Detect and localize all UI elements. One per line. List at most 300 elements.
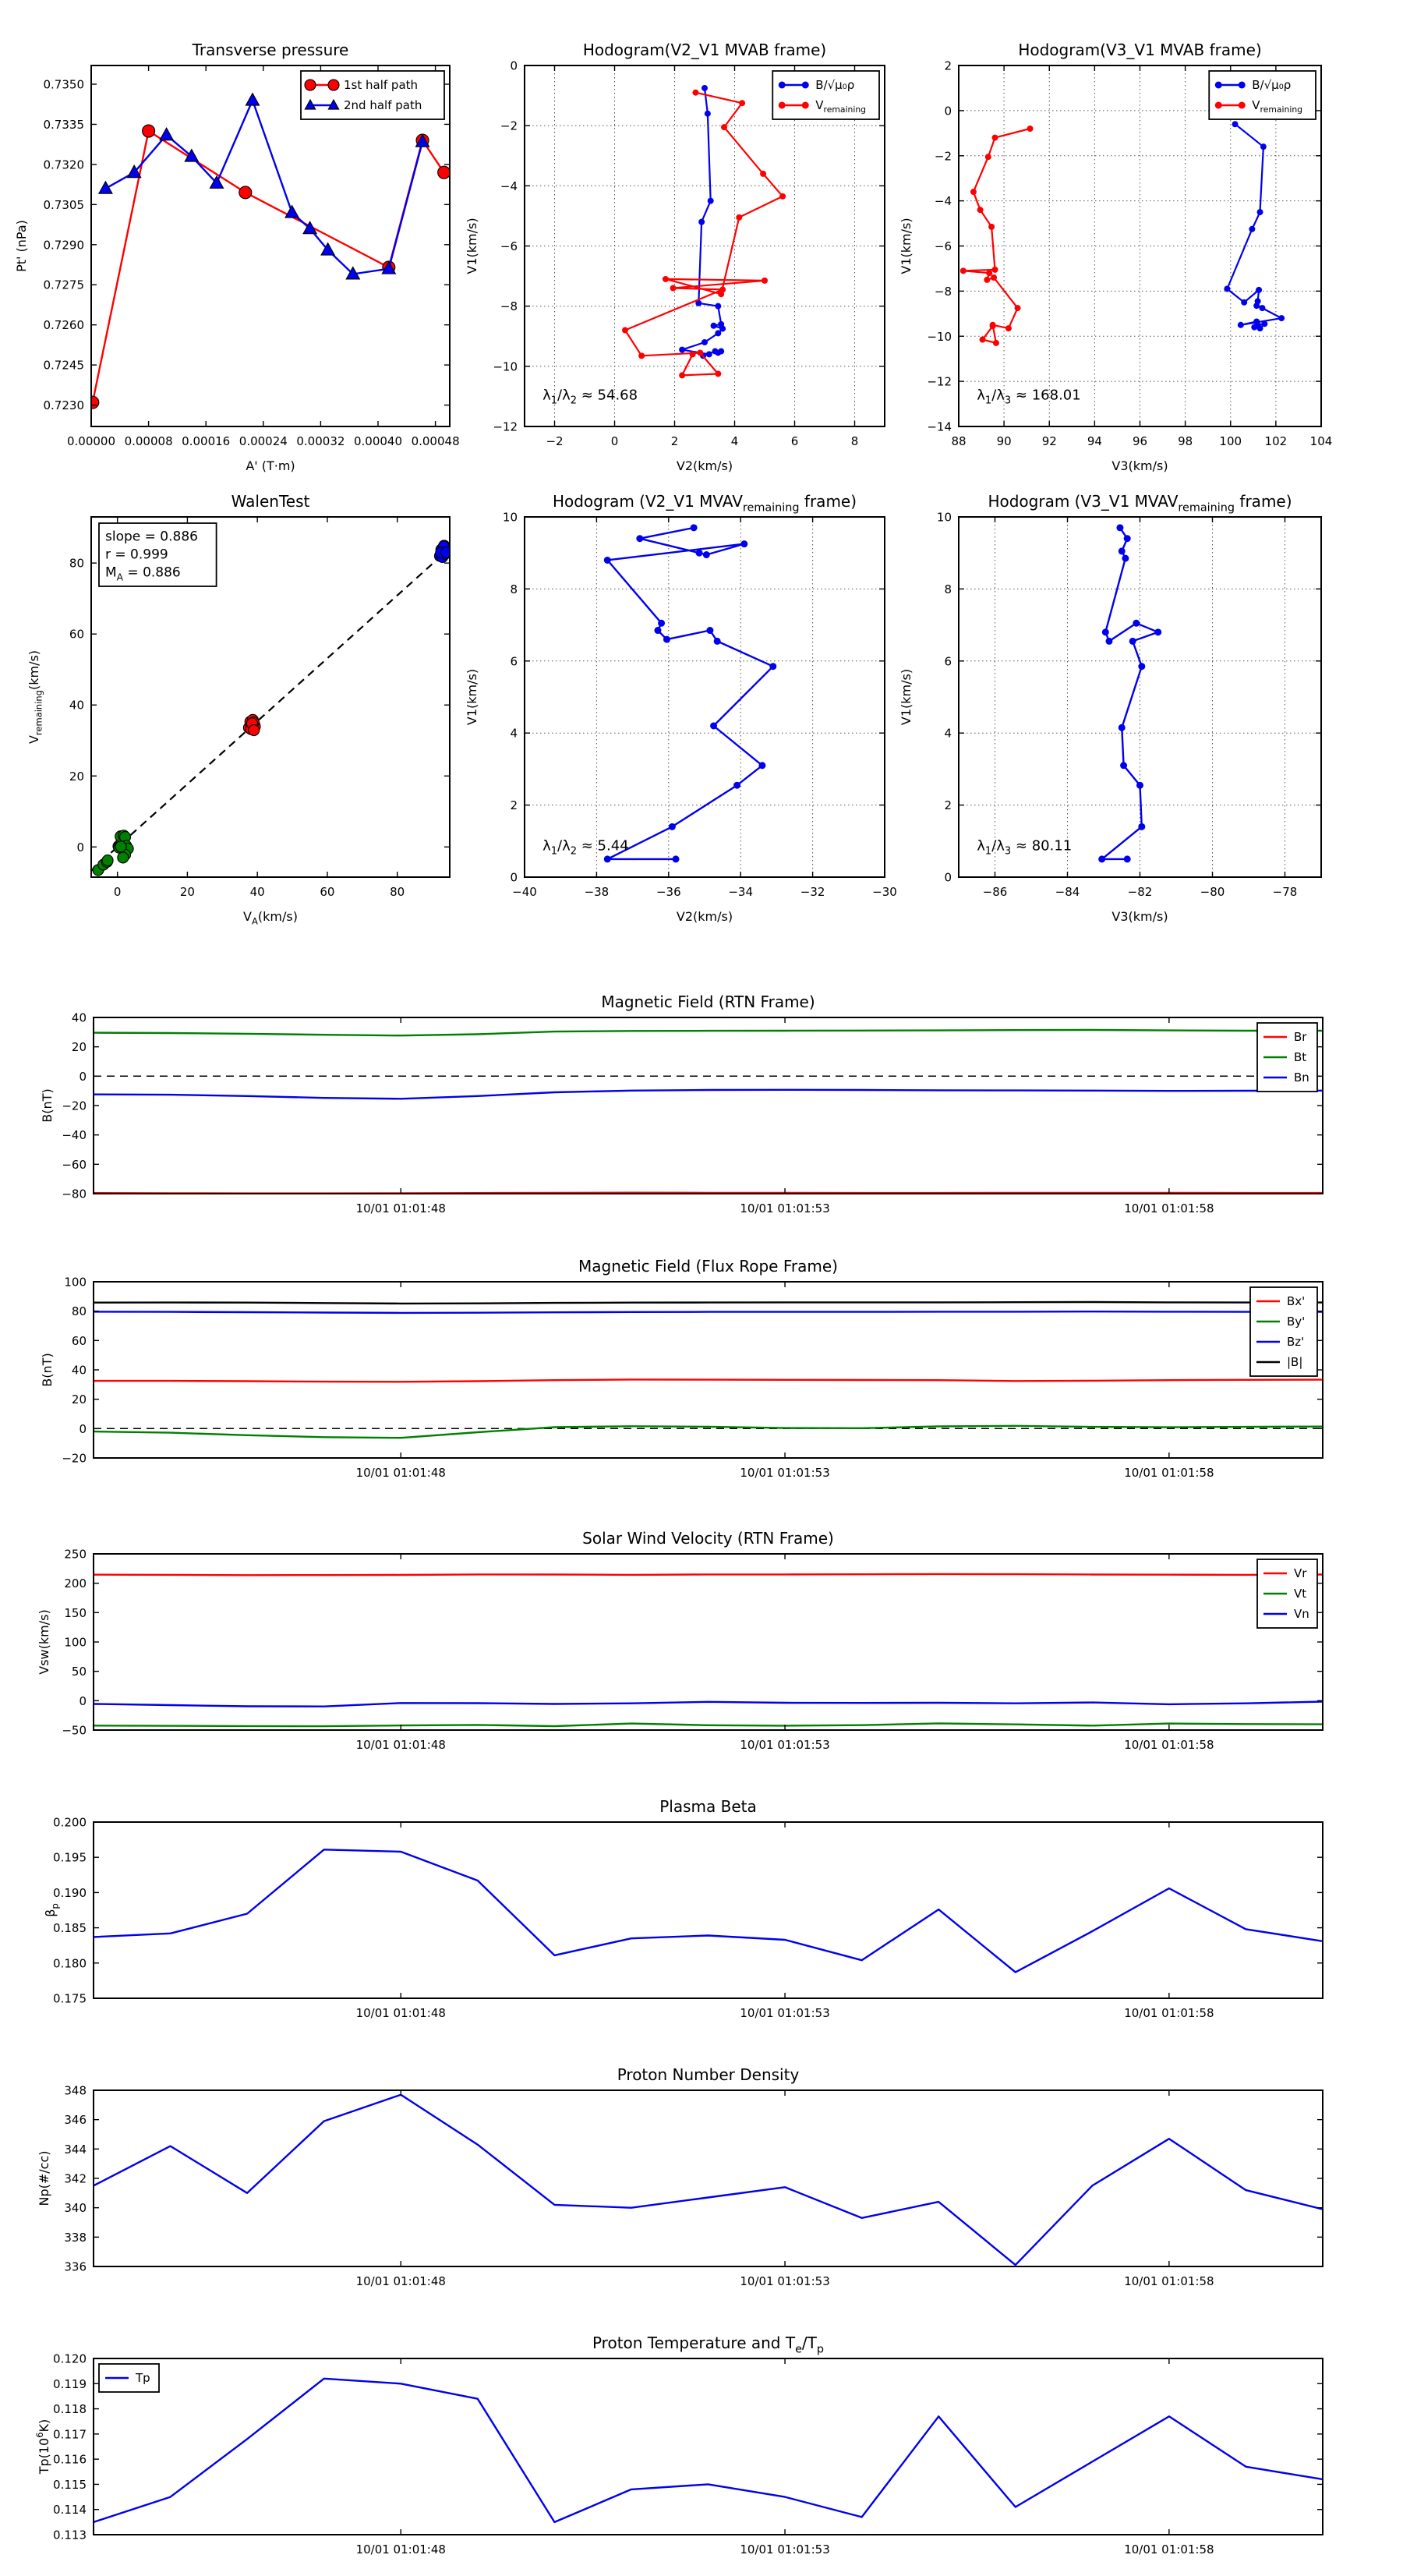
legend-label: Bn	[1294, 1070, 1309, 1085]
chart-title: Proton Temperature and $T_e/T_p$	[592, 2334, 825, 2356]
marker-dot	[663, 276, 669, 282]
marker-dot	[1005, 325, 1012, 331]
x-tick-label: 10/01 01:01:48	[355, 1466, 446, 1480]
x-tick-label: 10/01 01:01:48	[355, 2006, 446, 2020]
marker-dot	[802, 82, 809, 89]
y-tick-label: 0.175	[53, 1991, 87, 2006]
chart-r3	[40, 993, 1323, 1215]
y-tick-label: −8	[500, 299, 518, 314]
marker-dot	[692, 90, 698, 96]
y-tick-label: 340	[64, 2201, 87, 2216]
marker-dot	[1257, 209, 1263, 215]
marker-dot	[702, 339, 708, 345]
y-tick-label: 0.7260	[43, 318, 84, 333]
marker-dot	[1253, 303, 1260, 309]
marker-dot	[1105, 638, 1112, 645]
marker-triangle	[285, 206, 299, 218]
marker-dot	[673, 855, 680, 862]
axes-frame	[94, 1282, 1323, 1458]
marker-dot	[991, 274, 997, 281]
y-tick-label: −20	[62, 1451, 87, 1466]
series-Bx'	[94, 1379, 1323, 1382]
y-tick-label: −12	[493, 419, 518, 434]
legend-label: B/√μ₀ρ	[815, 78, 855, 92]
marker-dot	[622, 327, 628, 334]
marker-dot	[697, 349, 703, 356]
marker-dot	[1122, 555, 1129, 562]
x-tick-label: 80	[390, 885, 405, 899]
chart-title: Solar Wind Velocity (RTN Frame)	[582, 1529, 834, 1548]
chart-title: Magnetic Field (Flux Rope Frame)	[578, 1257, 838, 1276]
chart-title: Hodogram (V3_V1 $MVAV_{remaining}$ frame)	[988, 492, 1292, 515]
plot-area	[1098, 524, 1161, 862]
marker-dot	[1261, 320, 1267, 327]
x-tick-label: −80	[1200, 885, 1225, 899]
y-tick-label: 0	[510, 870, 518, 885]
y-tick-label: 6	[944, 654, 952, 669]
marker-dot	[758, 762, 765, 769]
marker-dot	[762, 278, 768, 284]
chart-title: Magnetic Field (RTN Frame)	[601, 993, 815, 1011]
x-tick-label: 10/01 01:01:58	[1124, 2006, 1214, 2020]
marker-dot	[690, 351, 696, 357]
y-tick-label: −6	[934, 239, 952, 253]
series-Bn	[94, 1090, 1323, 1099]
y-tick-label: 346	[64, 2113, 87, 2128]
series-Np	[94, 2095, 1323, 2265]
marker-dot	[711, 323, 717, 329]
legend	[99, 2364, 159, 2392]
x-tick-label: 104	[1309, 434, 1333, 448]
plot-area	[94, 1849, 1323, 1972]
y-tick-label: 40	[71, 1010, 87, 1025]
y-tick-label: 2	[944, 798, 952, 813]
y-tick-label: −10	[493, 359, 518, 374]
y-tick-label: 0.114	[53, 2503, 87, 2518]
legend	[301, 71, 444, 119]
x-tick-label: 10/01 01:01:48	[355, 2274, 446, 2288]
plot-area	[94, 2379, 1323, 2522]
marker-dot	[706, 351, 712, 357]
plot-area	[622, 85, 786, 378]
y-tick-label: 344	[64, 2142, 87, 2157]
stats-box	[99, 523, 217, 586]
y-axis-label: $V_{remaining}(km/s)$	[27, 649, 44, 745]
marker-dot	[1239, 82, 1246, 89]
y-tick-label: 0.7320	[43, 157, 84, 172]
marker-dot	[715, 370, 721, 377]
y-tick-label: 4	[944, 726, 952, 741]
chart-title: WalenTest	[231, 492, 310, 511]
marker-dot	[1241, 299, 1247, 306]
y-tick-label: 6	[510, 654, 518, 669]
marker-dot	[636, 535, 643, 542]
marker-dot	[733, 782, 740, 789]
chart-pE	[465, 492, 897, 924]
marker-dot	[1098, 855, 1105, 862]
marker-dot	[702, 85, 708, 91]
marker-dot	[638, 352, 645, 359]
marker-dot	[715, 349, 721, 356]
series-By'	[94, 1426, 1323, 1438]
marker-dot	[1124, 535, 1131, 542]
y-tick-label: 80	[71, 1304, 87, 1319]
series-Vt	[94, 1723, 1323, 1726]
y-tick-label: −60	[62, 1157, 87, 1172]
marker-dot	[703, 551, 710, 558]
x-tick-label: −84	[1055, 885, 1080, 899]
y-tick-label: 0	[79, 1421, 87, 1436]
marker-circle	[143, 125, 155, 137]
y-tick-label: 8	[510, 582, 518, 596]
marker-dot	[1278, 315, 1285, 321]
marker-dot	[740, 540, 747, 547]
marker-dot	[1256, 287, 1262, 293]
y-tick-label: 336	[64, 2259, 87, 2274]
axes-frame	[525, 517, 885, 877]
marker-dot	[604, 855, 611, 862]
plot-area	[87, 94, 451, 409]
y-tick-label: 150	[64, 1605, 87, 1620]
series-V	[607, 528, 773, 859]
y-tick-label: 50	[71, 1665, 87, 1679]
marker-dot	[970, 189, 977, 195]
marker-dot	[986, 270, 992, 276]
y-tick-label: 80	[69, 556, 84, 571]
y-tick-label: −12	[927, 374, 952, 389]
y-tick-label: 0.185	[53, 1921, 87, 1936]
y-tick-label: 0	[944, 104, 952, 119]
axes-frame	[94, 1822, 1323, 1998]
y-tick-label: 10	[502, 510, 518, 525]
marker-dot	[736, 214, 742, 221]
series-Vn	[94, 1702, 1323, 1707]
y-tick-label: 2	[510, 798, 518, 813]
marker-circle	[438, 166, 451, 179]
marker-dot	[698, 219, 705, 225]
plot-area	[94, 1574, 1323, 1726]
y-axis-label: Vsw(km/s)	[37, 1609, 51, 1675]
chart-pD	[27, 492, 452, 927]
chart-r5	[37, 1529, 1323, 1752]
legend-label: Vn	[1294, 1607, 1309, 1621]
y-tick-label: 40	[69, 698, 84, 713]
y-tick-label: 338	[64, 2230, 87, 2245]
y-tick-label: 0	[510, 58, 518, 73]
x-tick-label: 92	[1041, 434, 1057, 448]
marker-dot	[706, 627, 713, 634]
marker-dot	[1015, 305, 1021, 311]
y-tick-label: 0.120	[53, 2351, 87, 2366]
legend-label: Bt	[1294, 1050, 1307, 1064]
marker-dot	[984, 277, 990, 283]
series-|B|	[94, 1302, 1323, 1304]
x-tick-label: 0.00024	[239, 434, 288, 448]
marker-dot	[1102, 628, 1109, 635]
y-tick-label: 20	[71, 1040, 87, 1055]
plot-area	[604, 524, 777, 862]
marker-dot	[960, 267, 967, 274]
series-Tp	[94, 2379, 1323, 2522]
marker-dot	[714, 638, 721, 645]
x-tick-label: 10/01 01:01:48	[355, 2542, 446, 2557]
marker-dot	[802, 102, 809, 109]
marker-circle	[87, 396, 99, 409]
marker-triangle	[160, 128, 173, 140]
x-axis-label: V3(km/s)	[1111, 458, 1168, 473]
annotation: $\lambda_1/\lambda_2 \approx 54.68$	[542, 387, 638, 407]
chart-title: Hodogram(V3_V1 MVAB frame)	[1018, 41, 1262, 59]
y-tick-label: −8	[934, 284, 952, 299]
y-tick-label: 0.7230	[43, 398, 84, 413]
x-tick-label: 0	[610, 434, 619, 448]
plot-area	[94, 1302, 1323, 1438]
y-tick-label: −4	[500, 179, 518, 193]
x-axis-label: A' (T·m)	[246, 458, 295, 473]
y-tick-label: 60	[71, 1333, 87, 1348]
marker-dot	[1129, 638, 1136, 645]
series-V	[1102, 528, 1158, 859]
marker-dot	[1136, 782, 1143, 789]
x-tick-label: 0.00016	[182, 434, 231, 448]
y-tick-label: 0.195	[53, 1850, 87, 1865]
series-Vremaining	[625, 93, 783, 376]
y-tick-label: 20	[71, 1392, 87, 1407]
annotation: $\lambda_1/\lambda_3 \approx 168.01$	[977, 387, 1081, 407]
marker-dot	[1215, 82, 1222, 89]
x-tick-label: 40	[249, 885, 265, 899]
chart-r6	[43, 1797, 1323, 2020]
y-tick-label: 4	[510, 726, 518, 741]
x-tick-label: 10/01 01:01:48	[355, 1738, 446, 1752]
marker-dot	[669, 823, 676, 830]
marker-dot	[708, 198, 714, 204]
y-tick-label: −50	[62, 1723, 87, 1738]
marker-dot	[654, 627, 661, 634]
y-tick-label: −10	[927, 329, 952, 344]
y-tick-label: 0	[944, 870, 952, 885]
x-tick-label: 10/01 01:01:48	[355, 1201, 446, 1215]
stats-line: $M_A = 0.886$	[105, 564, 181, 583]
marker-dot	[988, 224, 995, 230]
x-tick-label: −82	[1127, 885, 1153, 899]
marker-dot	[715, 303, 721, 310]
y-tick-label: 0.180	[53, 1956, 87, 1971]
y-tick-label: 0.200	[53, 1815, 87, 1830]
marker-circle	[118, 852, 129, 863]
annotation: $\lambda_1/\lambda_2 \approx 5.44$	[542, 837, 629, 858]
x-tick-label: −38	[584, 885, 610, 899]
x-tick-label: 90	[996, 434, 1012, 448]
y-tick-label: 0.7290	[43, 238, 84, 253]
y-tick-label: 20	[69, 769, 84, 784]
x-tick-label: 4	[730, 434, 739, 448]
chart-title: Plasma Beta	[659, 1797, 757, 1816]
y-tick-label: 0.117	[53, 2427, 87, 2442]
chart-pA	[14, 41, 460, 473]
marker-dot	[977, 207, 984, 213]
y-tick-label: 8	[944, 582, 952, 596]
marker-dot	[1138, 823, 1145, 830]
x-tick-label: 0.00032	[296, 434, 345, 448]
chart-pB	[465, 41, 885, 473]
marker-dot	[1215, 102, 1222, 109]
marker-circle	[249, 725, 260, 736]
x-tick-label: 10/01 01:01:53	[740, 1466, 830, 1480]
y-tick-label: 0.7275	[43, 278, 84, 292]
legend-label: Vr	[1294, 1566, 1307, 1580]
marker-dot	[1232, 121, 1239, 127]
x-tick-label: 2	[670, 434, 679, 448]
y-tick-label: 0.113	[53, 2528, 87, 2542]
legend-label: Vt	[1294, 1587, 1307, 1601]
y-tick-label: 0.190	[53, 1885, 87, 1900]
marker-triangle	[246, 94, 259, 105]
legend-label: Tp	[136, 2371, 150, 2385]
y-tick-label: 0.7305	[43, 197, 84, 212]
marker-dot	[1260, 143, 1267, 150]
marker-dot	[1259, 305, 1265, 311]
y-tick-label: 0	[79, 1069, 87, 1084]
axes-frame	[94, 2090, 1323, 2266]
chart-r4	[40, 1257, 1323, 1480]
marker-dot	[1124, 855, 1131, 862]
y-tick-label: 10	[936, 510, 952, 525]
chart-r7	[37, 2065, 1323, 2288]
x-tick-label: 10/01 01:01:58	[1124, 1738, 1214, 1752]
y-tick-label: −4	[934, 194, 952, 209]
marker-dot	[993, 340, 999, 346]
y-tick-label: 0	[76, 840, 84, 855]
y-tick-label: 0.7245	[43, 358, 84, 373]
x-axis-label: V3(km/s)	[1111, 909, 1168, 924]
y-tick-label: 250	[64, 1547, 87, 1562]
marker-dot	[760, 171, 766, 177]
marker-dot	[992, 135, 998, 141]
marker-dot	[710, 722, 717, 729]
x-tick-label: 60	[320, 885, 335, 899]
marker-dot	[985, 154, 991, 160]
y-tick-label: 0.115	[53, 2477, 87, 2492]
x-tick-label: −34	[728, 885, 754, 899]
x-tick-label: 20	[179, 885, 195, 899]
y-tick-label: 0.7335	[43, 117, 84, 132]
y-axis-label: V1(km/s)	[465, 218, 479, 274]
marker-dot	[691, 524, 698, 531]
y-tick-label: −40	[62, 1128, 87, 1143]
marker-dot	[1238, 322, 1244, 328]
marker-dot	[670, 285, 677, 292]
y-axis-label: V1(km/s)	[899, 668, 914, 726]
x-tick-label: 88	[951, 434, 967, 448]
y-tick-label: 200	[64, 1576, 87, 1591]
x-tick-label: 0	[113, 885, 122, 899]
chart-title: Hodogram(V2_V1 MVAB frame)	[582, 41, 827, 59]
marker-dot	[1154, 628, 1161, 635]
x-tick-label: 102	[1264, 434, 1288, 448]
marker-dot	[1255, 322, 1261, 328]
x-tick-label: 10/01 01:01:53	[740, 2274, 830, 2288]
legend-label: By'	[1287, 1315, 1306, 1329]
axes-frame	[94, 1017, 1323, 1194]
marker-dot	[1224, 285, 1230, 292]
x-tick-label: 10/01 01:01:53	[740, 1201, 830, 1215]
y-tick-label: 40	[71, 1363, 87, 1378]
y-tick-label: 0.118	[53, 2402, 87, 2417]
x-tick-label: 0.00048	[411, 434, 460, 448]
marker-dot	[1133, 620, 1140, 627]
marker-dot	[721, 124, 727, 130]
marker-dot	[1249, 226, 1255, 232]
x-tick-label: −2	[546, 434, 564, 448]
x-tick-label: 0.00008	[124, 434, 173, 448]
marker-dot	[1239, 102, 1246, 109]
legend	[1250, 1287, 1317, 1376]
legend-label: Bx'	[1287, 1294, 1306, 1308]
series-beta	[94, 1849, 1323, 1972]
y-tick-label: 0.7350	[43, 77, 84, 92]
x-tick-label: 10/01 01:01:53	[740, 1738, 830, 1752]
marker-dot	[1119, 547, 1126, 554]
marker-dot	[604, 557, 611, 564]
legend-label: $V_{remaining}$	[1252, 98, 1303, 115]
series-Vremaining	[963, 129, 1030, 343]
legend	[1257, 1559, 1317, 1628]
chart-pC	[899, 41, 1332, 473]
x-tick-label: 8	[850, 434, 859, 448]
legend	[1209, 71, 1316, 119]
y-tick-label: 60	[69, 627, 84, 642]
marker-dot	[719, 286, 726, 292]
x-tick-label: 10/01 01:01:58	[1124, 2542, 1214, 2557]
marker-dot	[779, 82, 786, 89]
fit-line	[91, 548, 450, 870]
y-tick-label: −80	[62, 1187, 87, 1201]
axes-frame	[94, 2358, 1323, 2535]
marker-dot	[1120, 762, 1127, 769]
y-tick-label: −6	[500, 239, 518, 253]
marker-dot	[779, 102, 786, 109]
series-Vr	[94, 1574, 1323, 1575]
legend-label: Br	[1294, 1030, 1307, 1044]
legend-label: $V_{remaining}$	[815, 98, 867, 115]
legend-label: |B|	[1287, 1355, 1303, 1369]
marker-dot	[779, 193, 786, 200]
chart-title: Proton Number Density	[617, 2065, 800, 2084]
legend-label: B/√μ₀ρ	[1252, 78, 1292, 92]
marker-dot	[663, 636, 670, 643]
x-tick-label: −32	[800, 885, 825, 899]
x-tick-label: 98	[1178, 434, 1193, 448]
y-axis-label: B(nT)	[40, 1088, 55, 1123]
y-axis-label: V1(km/s)	[899, 218, 914, 274]
series-B	[1227, 124, 1281, 328]
x-tick-label: 0.00040	[353, 434, 403, 448]
legend-label: 2nd half path	[344, 98, 422, 112]
stats-line: r = 0.999	[105, 547, 168, 563]
marker-dot	[1119, 724, 1126, 731]
x-tick-label: 94	[1087, 434, 1102, 448]
x-tick-label: 10/01 01:01:53	[740, 2006, 830, 2020]
legend-label: 1st half path	[344, 78, 419, 92]
marker-dot	[719, 326, 726, 332]
marker-circle	[115, 841, 126, 852]
y-tick-label: 0.116	[53, 2452, 87, 2467]
marker-dot	[679, 347, 685, 353]
annotation: $\lambda_1/\lambda_3 \approx 80.11$	[977, 837, 1073, 858]
y-tick-label: 348	[64, 2083, 87, 2098]
legend	[772, 71, 879, 119]
